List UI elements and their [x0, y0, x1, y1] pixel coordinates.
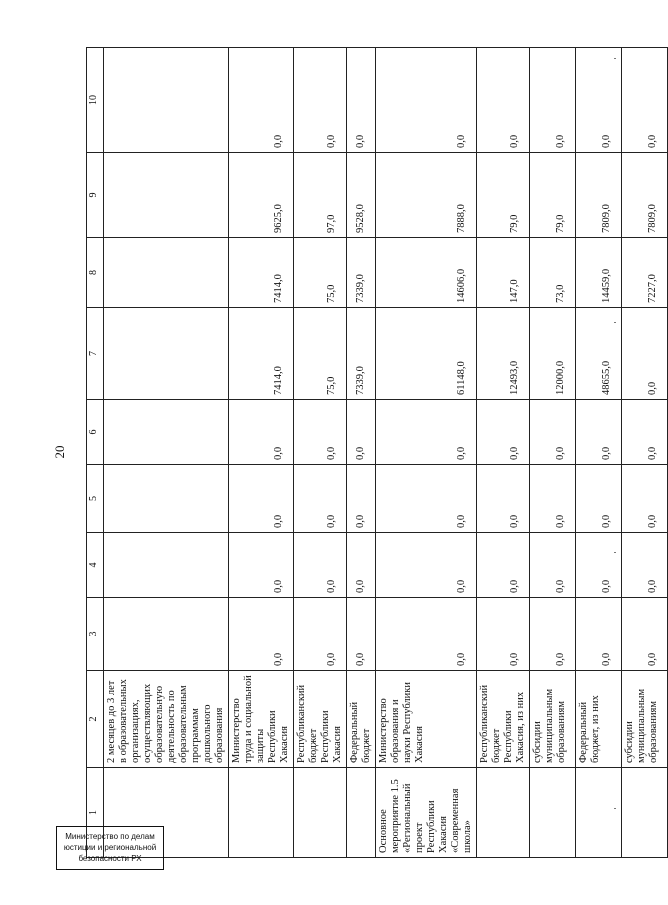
value-cell: 0,0	[576, 400, 622, 465]
value-cell: 0,0	[530, 400, 576, 465]
value-cell: 9625,0	[229, 153, 294, 238]
value-cell: 7339,0	[347, 238, 376, 308]
value-cell: 75,0	[294, 238, 347, 308]
activity-cell	[347, 768, 376, 858]
activity-cell	[530, 768, 576, 858]
value-cell: 79,0	[530, 153, 576, 238]
value-cell: 0,0	[477, 48, 530, 153]
value-cell: 0,0	[294, 48, 347, 153]
value-cell: 0,0	[576, 598, 622, 671]
value-cell: 0,0	[477, 465, 530, 533]
value-cell: 7809,0	[576, 153, 622, 238]
value-cell: 61148,0	[376, 308, 477, 400]
value-cell: 0,0	[576, 533, 622, 598]
value-cell: 7339,0	[347, 308, 376, 400]
value-cell: 75,0	[294, 308, 347, 400]
value-cell: 0,0	[376, 400, 477, 465]
source-cell: Федеральный бюджет, из них	[576, 671, 622, 768]
value-cell: 73,0	[530, 238, 576, 308]
budget-table	[86, 47, 668, 858]
value-cell: 0,0	[229, 465, 294, 533]
table-row	[477, 48, 530, 858]
value-cell: 97,0	[294, 153, 347, 238]
table-row	[376, 48, 477, 858]
value-cell: 0,0	[530, 533, 576, 598]
column-number: 7	[87, 308, 104, 400]
value-cell	[104, 48, 229, 153]
value-cell: 0,0	[477, 598, 530, 671]
value-cell: 0,0	[622, 598, 668, 671]
value-cell	[104, 598, 229, 671]
value-cell: 12493,0	[477, 308, 530, 400]
value-cell: 0,0	[622, 533, 668, 598]
value-cell: 7809,0	[622, 153, 668, 238]
value-cell	[104, 533, 229, 598]
margin-mark	[614, 552, 616, 553]
value-cell: 0,0	[347, 48, 376, 153]
value-cell: 0,0	[576, 465, 622, 533]
value-cell: 14459,0	[576, 238, 622, 308]
value-cell: 0,0	[347, 598, 376, 671]
source-cell: Федеральный бюджет	[347, 671, 376, 768]
activity-cell	[477, 768, 530, 858]
value-cell: 79,0	[477, 153, 530, 238]
margin-mark	[614, 58, 616, 59]
value-cell: 0,0	[376, 48, 477, 153]
value-cell: 0,0	[622, 400, 668, 465]
value-cell: 0,0	[622, 308, 668, 400]
activity-cell	[576, 768, 622, 858]
value-cell: 0,0	[376, 465, 477, 533]
column-number: 9	[87, 153, 104, 238]
value-cell: 0,0	[294, 598, 347, 671]
margin-mark	[614, 808, 616, 809]
value-cell: 0,0	[294, 400, 347, 465]
value-cell: 7227,0	[622, 238, 668, 308]
stamp-line: Министерство по делам	[65, 832, 155, 841]
column-number: 10	[87, 48, 104, 153]
value-cell: 0,0	[347, 465, 376, 533]
registration-stamp	[56, 826, 164, 870]
value-cell: 7888,0	[376, 153, 477, 238]
value-cell: 0,0	[622, 48, 668, 153]
column-number: 2	[87, 671, 104, 768]
value-cell: 0,0	[530, 48, 576, 153]
source-cell: Республиканский бюджет Республики Хакасия	[294, 671, 347, 768]
value-cell: 0,0	[376, 533, 477, 598]
activity-cell	[294, 768, 347, 858]
table-row	[530, 48, 576, 858]
column-number: 1	[87, 768, 104, 858]
value-cell: 0,0	[530, 465, 576, 533]
value-cell: 48655,0	[576, 308, 622, 400]
activity-cell	[229, 768, 294, 858]
column-number-row	[87, 48, 104, 858]
activity-cell	[622, 768, 668, 858]
table-row	[294, 48, 347, 858]
rotated-table-wrapper	[86, 48, 659, 858]
column-number: 6	[87, 400, 104, 465]
table-row	[104, 48, 229, 858]
source-cell: субсидии муниципальным образованиям	[530, 671, 576, 768]
value-cell: 0,0	[229, 598, 294, 671]
value-cell: 0,0	[477, 400, 530, 465]
value-cell: 0,0	[229, 48, 294, 153]
value-cell: 12000,0	[530, 308, 576, 400]
value-cell	[104, 465, 229, 533]
value-cell	[104, 153, 229, 238]
value-cell: 7414,0	[229, 308, 294, 400]
table-row	[622, 48, 668, 858]
stamp-line: юстиции и региональной	[63, 843, 157, 852]
value-cell: 0,0	[530, 598, 576, 671]
value-cell: 7414,0	[229, 238, 294, 308]
activity-cell: Основное мероприятие 1.5 «Региональный проект Республики Хакасия «Современная школа»	[376, 768, 477, 858]
value-cell: 0,0	[376, 598, 477, 671]
value-cell: 0,0	[229, 400, 294, 465]
source-cell: Министерство труда и социальной защиты Республики Хакасия	[229, 671, 294, 768]
value-cell	[104, 238, 229, 308]
column-number: 4	[87, 533, 104, 598]
table-row	[576, 48, 622, 858]
column-number: 8	[87, 238, 104, 308]
page-number: 20	[52, 445, 67, 459]
value-cell: 147,0	[477, 238, 530, 308]
margin-mark	[614, 322, 616, 323]
stamp-line: безопасности РХ	[78, 854, 142, 863]
value-cell	[104, 308, 229, 400]
column-number: 3	[87, 598, 104, 671]
value-cell: 0,0	[347, 400, 376, 465]
source-cell: субсидии муниципальным образованиям	[622, 671, 668, 768]
source-cell: Республиканский бюджет Республики Хакасия, из них	[477, 671, 530, 768]
table-row	[229, 48, 294, 858]
value-cell	[104, 400, 229, 465]
value-cell: 14606,0	[376, 238, 477, 308]
table-row	[347, 48, 376, 858]
column-number: 5	[87, 465, 104, 533]
value-cell: 0,0	[347, 533, 376, 598]
value-cell: 0,0	[477, 533, 530, 598]
value-cell: 0,0	[576, 48, 622, 153]
value-cell: 0,0	[622, 465, 668, 533]
value-cell: 0,0	[294, 533, 347, 598]
source-cell: Министерство образования и науки Республики Хакасия	[376, 671, 477, 768]
source-cell: 2 месяцев до 3 лет в образовательных организациях, осуществляющих образовательную деятельность по образовательным программам дошкольного образования	[104, 671, 229, 768]
value-cell: 0,0	[229, 533, 294, 598]
value-cell: 0,0	[294, 465, 347, 533]
value-cell: 9528,0	[347, 153, 376, 238]
